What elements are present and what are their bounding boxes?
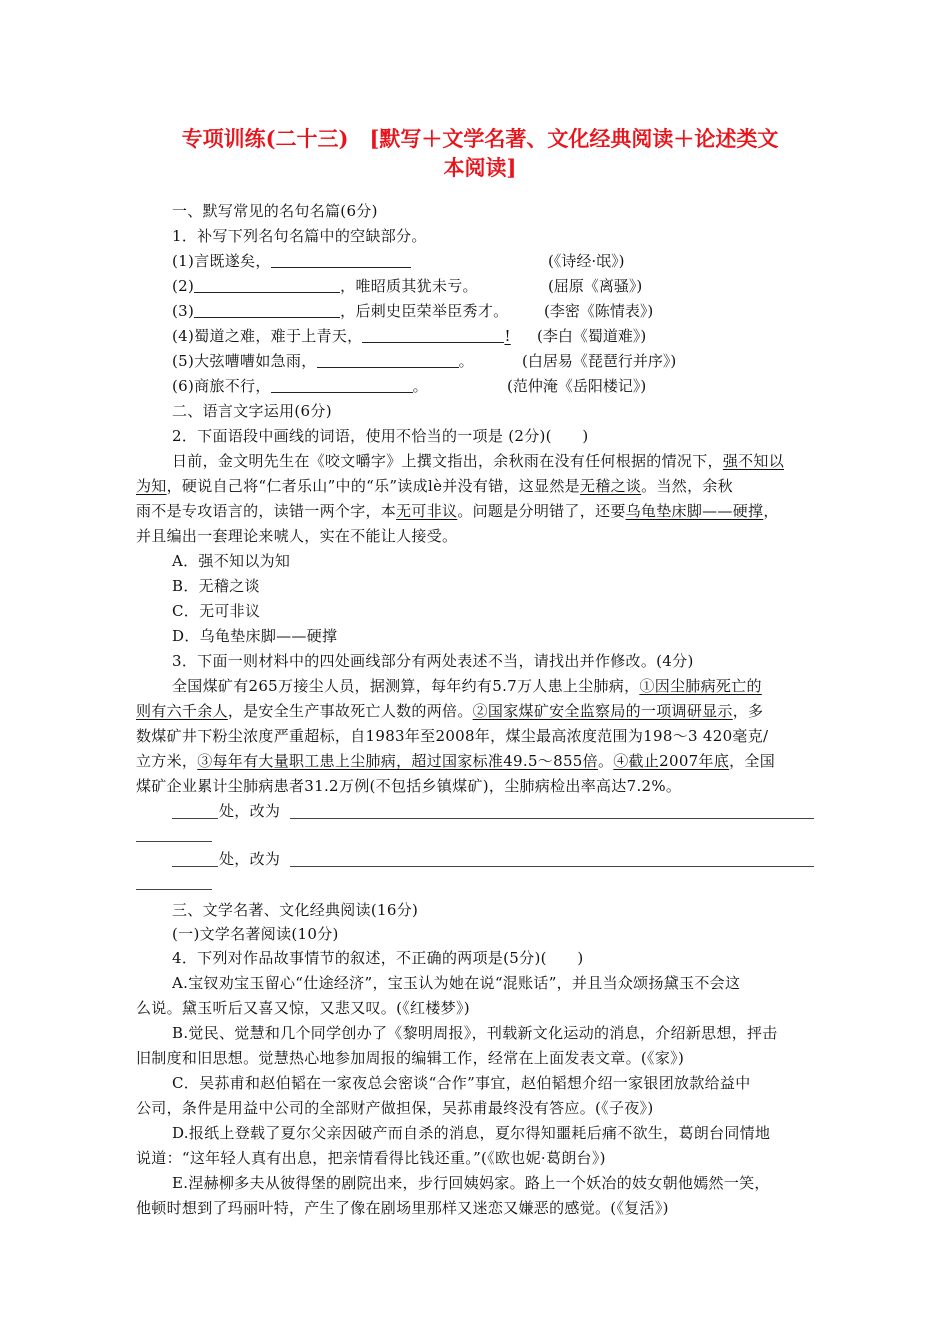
passage-text: 雨不是专攻语言的，读错一两个字，本 [136, 502, 397, 520]
document-title-line2: 本阅读] [443, 155, 517, 180]
answer-blank-continuation-2[interactable] [136, 889, 212, 890]
recite-blank-4[interactable] [362, 326, 504, 343]
underlined-phrase-c: 无可非议 [396, 502, 458, 520]
passage-line-4: 并且编出一套理论来唬人，实在不能让人接受。 [136, 527, 458, 545]
recite-source-2: (屈原《离骚》) [548, 277, 643, 295]
recite-item-4 [172, 324, 816, 348]
recite-item-5-text: (5)大弦嘈嘈如急雨， [172, 352, 317, 370]
recite-item-5-end: 。 [458, 352, 474, 370]
choice-c-line-1: C．吴荪甫和赵伯韬在一家夜总会密谈“合作”事宜，赵伯韬想介绍一家银团放款给益中 [172, 1074, 751, 1092]
section2-heading: 二、语言文字运用(6分) [172, 402, 332, 420]
recite-item-4-mark: ! [504, 327, 511, 345]
material-line-2 [136, 699, 816, 723]
recite-item-3 [172, 299, 816, 323]
recite-blank-1[interactable] [271, 251, 411, 268]
recite-source-1: (《诗经·氓》) [548, 252, 625, 270]
question3-stem: 3．下面一则材料中的四处画线部分有两处表述不当，请找出并作修改。(4分) [172, 652, 694, 670]
passage-line-1 [172, 449, 816, 473]
recite-source-3: (李密《陈情表》) [544, 302, 654, 320]
answer-label-2: 处，改为 [219, 850, 281, 868]
recite-item-6-end: 。 [412, 377, 428, 395]
material-text: ，全国 [729, 752, 776, 770]
recite-item-2-prefix: (2) [172, 277, 195, 295]
choice-a-line-1: A.宝钗劝宝玉留心“仕途经济”，宝玉认为她在说“混账话”，并且当众颂扬黛玉不会这 [172, 974, 741, 992]
material-line-3: 数煤矿井下粉尘浓度严重超标，自1983年至2008年，煤尘最高浓度范围为198～3 420毫克/ [136, 727, 769, 745]
recite-item-2 [172, 274, 816, 298]
option-a: A．强不知以为知 [172, 552, 291, 570]
material-line-5: 煤矿企业累计尘肺病患者31.2万例(不包括乡镇煤矿)，尘肺病检出率高达7.2%。 [136, 777, 682, 795]
recite-item-6-text: (6)商旅不行， [172, 377, 271, 395]
underlined-part-3: ③每年有大量职工患上尘肺病，超过国家标准49.5～855倍 [197, 752, 598, 770]
question4-stem: 4．下列对作品故事情节的叙述，不正确的两项是(5分)( ) [172, 949, 584, 967]
question2-stem: 2．下面语段中画线的词语，使用不恰当的一项是 (2分)( ) [172, 427, 589, 445]
recite-blank-3[interactable] [194, 301, 340, 318]
option-b: B．无稽之谈 [172, 577, 260, 595]
choice-e-line-2: 他顿时想到了玛丽叶特，产生了像在剧场里那样又迷恋又嫌恶的感觉。(《复活》) [136, 1199, 669, 1217]
recite-item-5 [172, 349, 816, 373]
choice-b-line-2: 旧制度和旧思想。觉慧热心地参加周报的编辑工作，经常在上面发表文章。(《家》) [136, 1049, 685, 1067]
passage-text: 。问题是分明错了，还要 [457, 502, 626, 520]
passage-text: ，硬说自己将“仁者乐山”中的“乐”读成lè并没有错，这显然是 [166, 477, 580, 495]
recite-blank-5[interactable] [317, 351, 459, 368]
material-text: 。 [597, 752, 614, 770]
material-line-1 [172, 674, 816, 698]
recite-source-6: (范仲淹《岳阳楼记》) [507, 377, 647, 395]
recite-item-1-text: (1)言既遂矣， [172, 252, 271, 270]
recite-item-3-text: ，后刺史臣荣举臣秀才。 [340, 302, 509, 320]
underlined-part-4: ④截止2007年底 [613, 752, 730, 770]
recite-item-2-text: ，唯昭质其犹未亏。 [340, 277, 478, 295]
underlined-phrase-d: 乌龟垫床脚——硬撑 [625, 502, 764, 520]
subsection-heading: (一)文学名著阅读(10分) [172, 925, 339, 943]
recite-source-5: (白居易《琵琶行并序》) [522, 352, 677, 370]
material-text: ，多 [732, 702, 764, 720]
choice-d-line-2: 说道：“这年轻人真有出息，把亲情看得比钱还重。”(《欧也妮·葛朗台》) [136, 1149, 606, 1167]
passage-text: ， [763, 502, 779, 520]
underlined-part-1: ①因尘肺病死亡的 [639, 677, 762, 695]
answer-label-1: 处，改为 [219, 802, 281, 820]
recite-blank-6[interactable] [271, 376, 413, 393]
answer-blank-location-2[interactable] [172, 866, 218, 867]
choice-d-line-1: D.报纸上登载了夏尔父亲因破产而自杀的消息，夏尔得知噩耗后痛不欲生，葛朗台同情地 [172, 1124, 771, 1142]
recite-item-4-text: (4)蜀道之难，难于上青天， [172, 327, 363, 345]
recite-source-4: (李白《蜀道难》) [537, 327, 647, 345]
option-d: D．乌龟垫床脚——硬撑 [172, 627, 338, 645]
option-c: C．无可非议 [172, 602, 261, 620]
document-title-line1: 专项训练(二十三) [默写＋文学名著、文化经典阅读＋论述类文 [181, 126, 779, 151]
answer-blank-correction-1[interactable] [290, 818, 814, 819]
question1-stem: 1．补写下列名句名篇中的空缺部分。 [172, 227, 427, 245]
material-line-4 [136, 749, 816, 773]
answer-blank-continuation-1[interactable] [136, 841, 212, 842]
passage-text: 日前，金文明先生在《咬文嚼字》上撰文指出，余秋雨在没有任何根据的情况下， [172, 452, 723, 470]
choice-a-line-2: 么说。黛玉听后又喜又惊，又悲又叹。(《红楼梦》) [136, 999, 470, 1017]
recite-item-6 [172, 374, 816, 398]
passage-text: 。当然，余秋 [641, 477, 733, 495]
recite-item-1 [172, 249, 816, 273]
material-text: 立方米， [136, 752, 198, 770]
choice-b-line-1: B.觉民、觉慧和几个同学创办了《黎明周报》，刊载新文化运动的消息，介绍新思想，抨击 [172, 1024, 778, 1042]
underlined-part-2: ②国家煤矿安全监察局的一项调研显示 [472, 702, 733, 720]
recite-blank-2[interactable] [194, 276, 340, 293]
choice-c-line-2: 公司，条件是用益中公司的全部财产做担保，吴荪甫最终没有答应。(《子夜》) [136, 1099, 654, 1117]
section3-heading: 三、文学名著、文化经典阅读(16分) [172, 901, 419, 919]
passage-line-3 [136, 499, 816, 523]
section1-heading: 一、默写常见的名句名篇(6分) [172, 202, 378, 220]
recite-item-3-prefix: (3) [172, 302, 195, 320]
underlined-phrase-a: 强不知以 [722, 452, 785, 470]
underlined-phrase-b: 无稽之谈 [579, 477, 642, 495]
underlined-phrase-a-end: 为知 [136, 477, 167, 495]
material-text: 全国煤矿有265万接尘人员，据测算，每年约有5.7万人患上尘肺病， [172, 677, 640, 695]
choice-e-line-1: E.涅赫柳多夫从彼得堡的剧院出来，步行回姨妈家。路上一个妖冶的妓女朝他嫣然一笑， [172, 1174, 770, 1192]
answer-blank-location-1[interactable] [172, 818, 218, 819]
material-text: ，是安全生产事故死亡人数的两倍。 [227, 702, 473, 720]
passage-line-2 [136, 474, 816, 498]
answer-blank-correction-2[interactable] [290, 866, 814, 867]
underlined-part-1-end: 则有六千余人 [136, 702, 228, 720]
